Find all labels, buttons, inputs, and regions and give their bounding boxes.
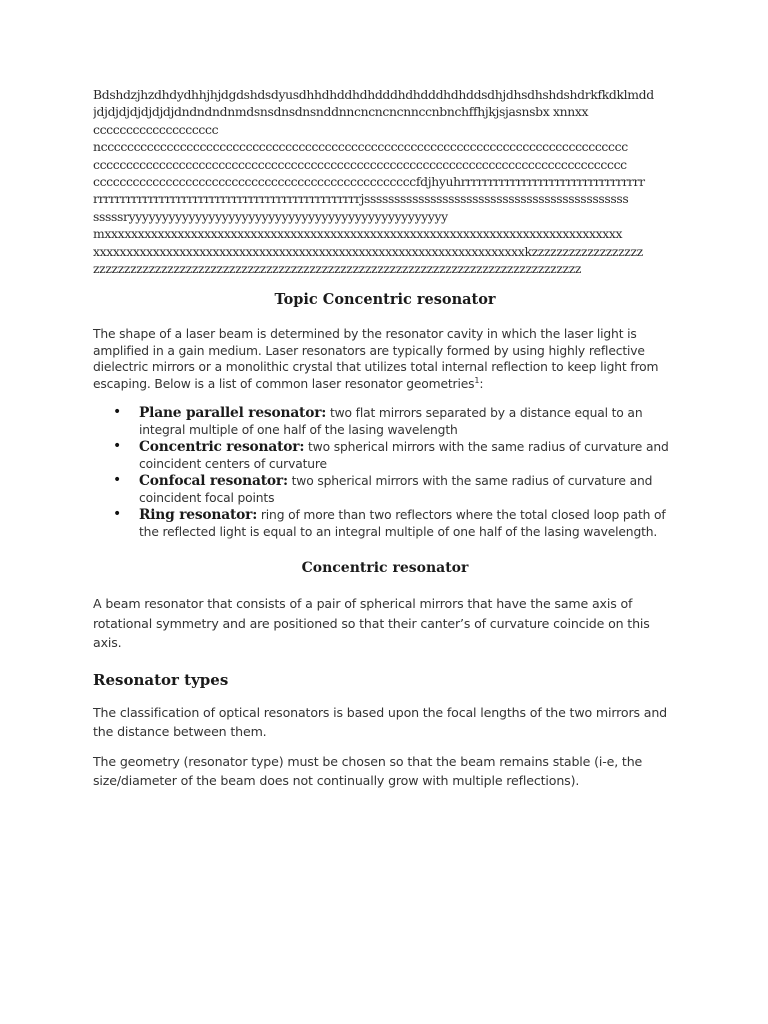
gibberish-line: rrrrrrrrrrrrrrrrrrrrrrrrrrrrrrrrrrrrrrrrrrrrrrrrjssssssssssssssssssssssssssssssssssssssssssss: [93, 191, 629, 207]
concentric-paragraph: A beam resonator that consists of a pair of spherical mirrors that have the same axis of rotational symmetry and are positioned so that their canter’s of curvature coincide on this axis.: [93, 596, 650, 651]
gibberish-line: ccccccccccccccccccccccccccccccccccccccccccccccccccccccccccccccccccccccccccccccccc: [93, 156, 627, 172]
bullet-icon: •: [113, 506, 122, 523]
gibberish-line: mxxxxxxxxxxxxxxxxxxxxxxxxxxxxxxxxxxxxxxxxxxxxxxxxxxxxxxxxxxxxxxxxxxxxxxxxxxxxxx: [93, 226, 623, 242]
gibberish-line: xxxxxxxxxxxxxxxxxxxxxxxxxxxxxxxxxxxxxxxxxxxxxxxxxxxxxxxxxxxxxxxxxkzzzzzzzzzzzzzzzzzz: [93, 243, 643, 259]
gibberish-text-block: [93, 86, 677, 277]
gibberish-line: zzzzzzzzzzzzzzzzzzzzzzzzzzzzzzzzzzzzzzzzzzzzzzzzzzzzzzzzzzzzzzzzzzzzzzzzzzzzzzz: [93, 261, 582, 277]
intro-text: The shape of a laser beam is determined by the resonator cavity in which the laser light is amplified in a gain medium. Laser resonators are typically formed by using highly reflective dielectric mirrors or a monolithic crystal that utilizes total internal reflection to keep light from escaping. Below is a list of common laser resonator geometries: [93, 327, 659, 391]
list-item-description: two flat mirrors separated by a distance equal to an integral multiple of one half of the lasing wavelength: [139, 406, 643, 437]
footnote-marker: 1: [474, 375, 480, 385]
gibberish-line: Bdshdzjhzdhdydhhjhjdgdshdsdyusdhhdhddhdhdddhdhdddhdhddsdhjdhsdhshdshdrkfkdklmdd: [93, 87, 654, 102]
document-page: [93, 86, 677, 791]
bullet-icon: •: [113, 404, 122, 421]
resonator-types-paragraph-2: The geometry (resonator type) must be chosen so that the beam remains stable (i-e, the size/diameter of the beam does not continually grow with multiple reflections).: [93, 753, 643, 789]
list-item: [113, 404, 677, 438]
list-item-description: ring of more than two reflectors where the total closed loop path of the reflected light is equal to an integral multiple of one half of the lasing wavelength.: [139, 508, 666, 539]
list-item-description: two spherical mirrors with the same radius of curvature and coincident centers of curvature: [139, 440, 669, 471]
list-item-term: Plane parallel resonator:: [139, 405, 327, 422]
intro-end: :: [479, 376, 484, 391]
list-item-term: Ring resonator:: [139, 507, 258, 524]
list-item-term: Confocal resonator:: [139, 473, 288, 490]
gibberish-line: ccccccccccccccccccc: [93, 121, 219, 137]
bullet-icon: •: [113, 472, 122, 489]
gibberish-line: jdjdjdjdjdjdjdjdndndndnmdsnsdnsdnsnddnncncncncnnccnbnchffhjkjsjasnsbx xnnxx: [93, 104, 589, 120]
bullet-icon: •: [113, 438, 122, 455]
gibberish-line: ncccccccccccccccccccccccccccccccccccccccccccccccccccccccccccccccccccccccccccccccc: [93, 139, 628, 155]
list-item: [113, 472, 677, 506]
section-heading-resonator-types: Resonator types: [93, 670, 229, 689]
list-item: [113, 438, 677, 472]
list-item-description: two spherical mirrors with the same radius of curvature and coincident focal points: [139, 474, 653, 505]
gibberish-line: cccccccccccccccccccccccccccccccccccccccccccccccccfdjhyuhrrrrrrrrrrrrrrrrrrrrrrrrrrrrrrrrr: [93, 174, 645, 190]
topic-title: Topic Concentric resonator: [274, 291, 496, 309]
list-item-term: Concentric resonator:: [139, 439, 305, 456]
resonator-types-paragraph-1: The classification of optical resonators is based upon the focal lengths of the two mirrors and the distance between them.: [93, 704, 667, 740]
resonator-list: [93, 405, 677, 540]
section-heading-concentric: Concentric resonator: [301, 560, 469, 577]
gibberish-line: sssssryyyyyyyyyyyyyyyyyyyyyyyyyyyyyyyyyyyyyyyyyyyyyyyy: [93, 208, 448, 224]
intro-paragraph: [93, 326, 677, 392]
list-item: [113, 506, 677, 540]
